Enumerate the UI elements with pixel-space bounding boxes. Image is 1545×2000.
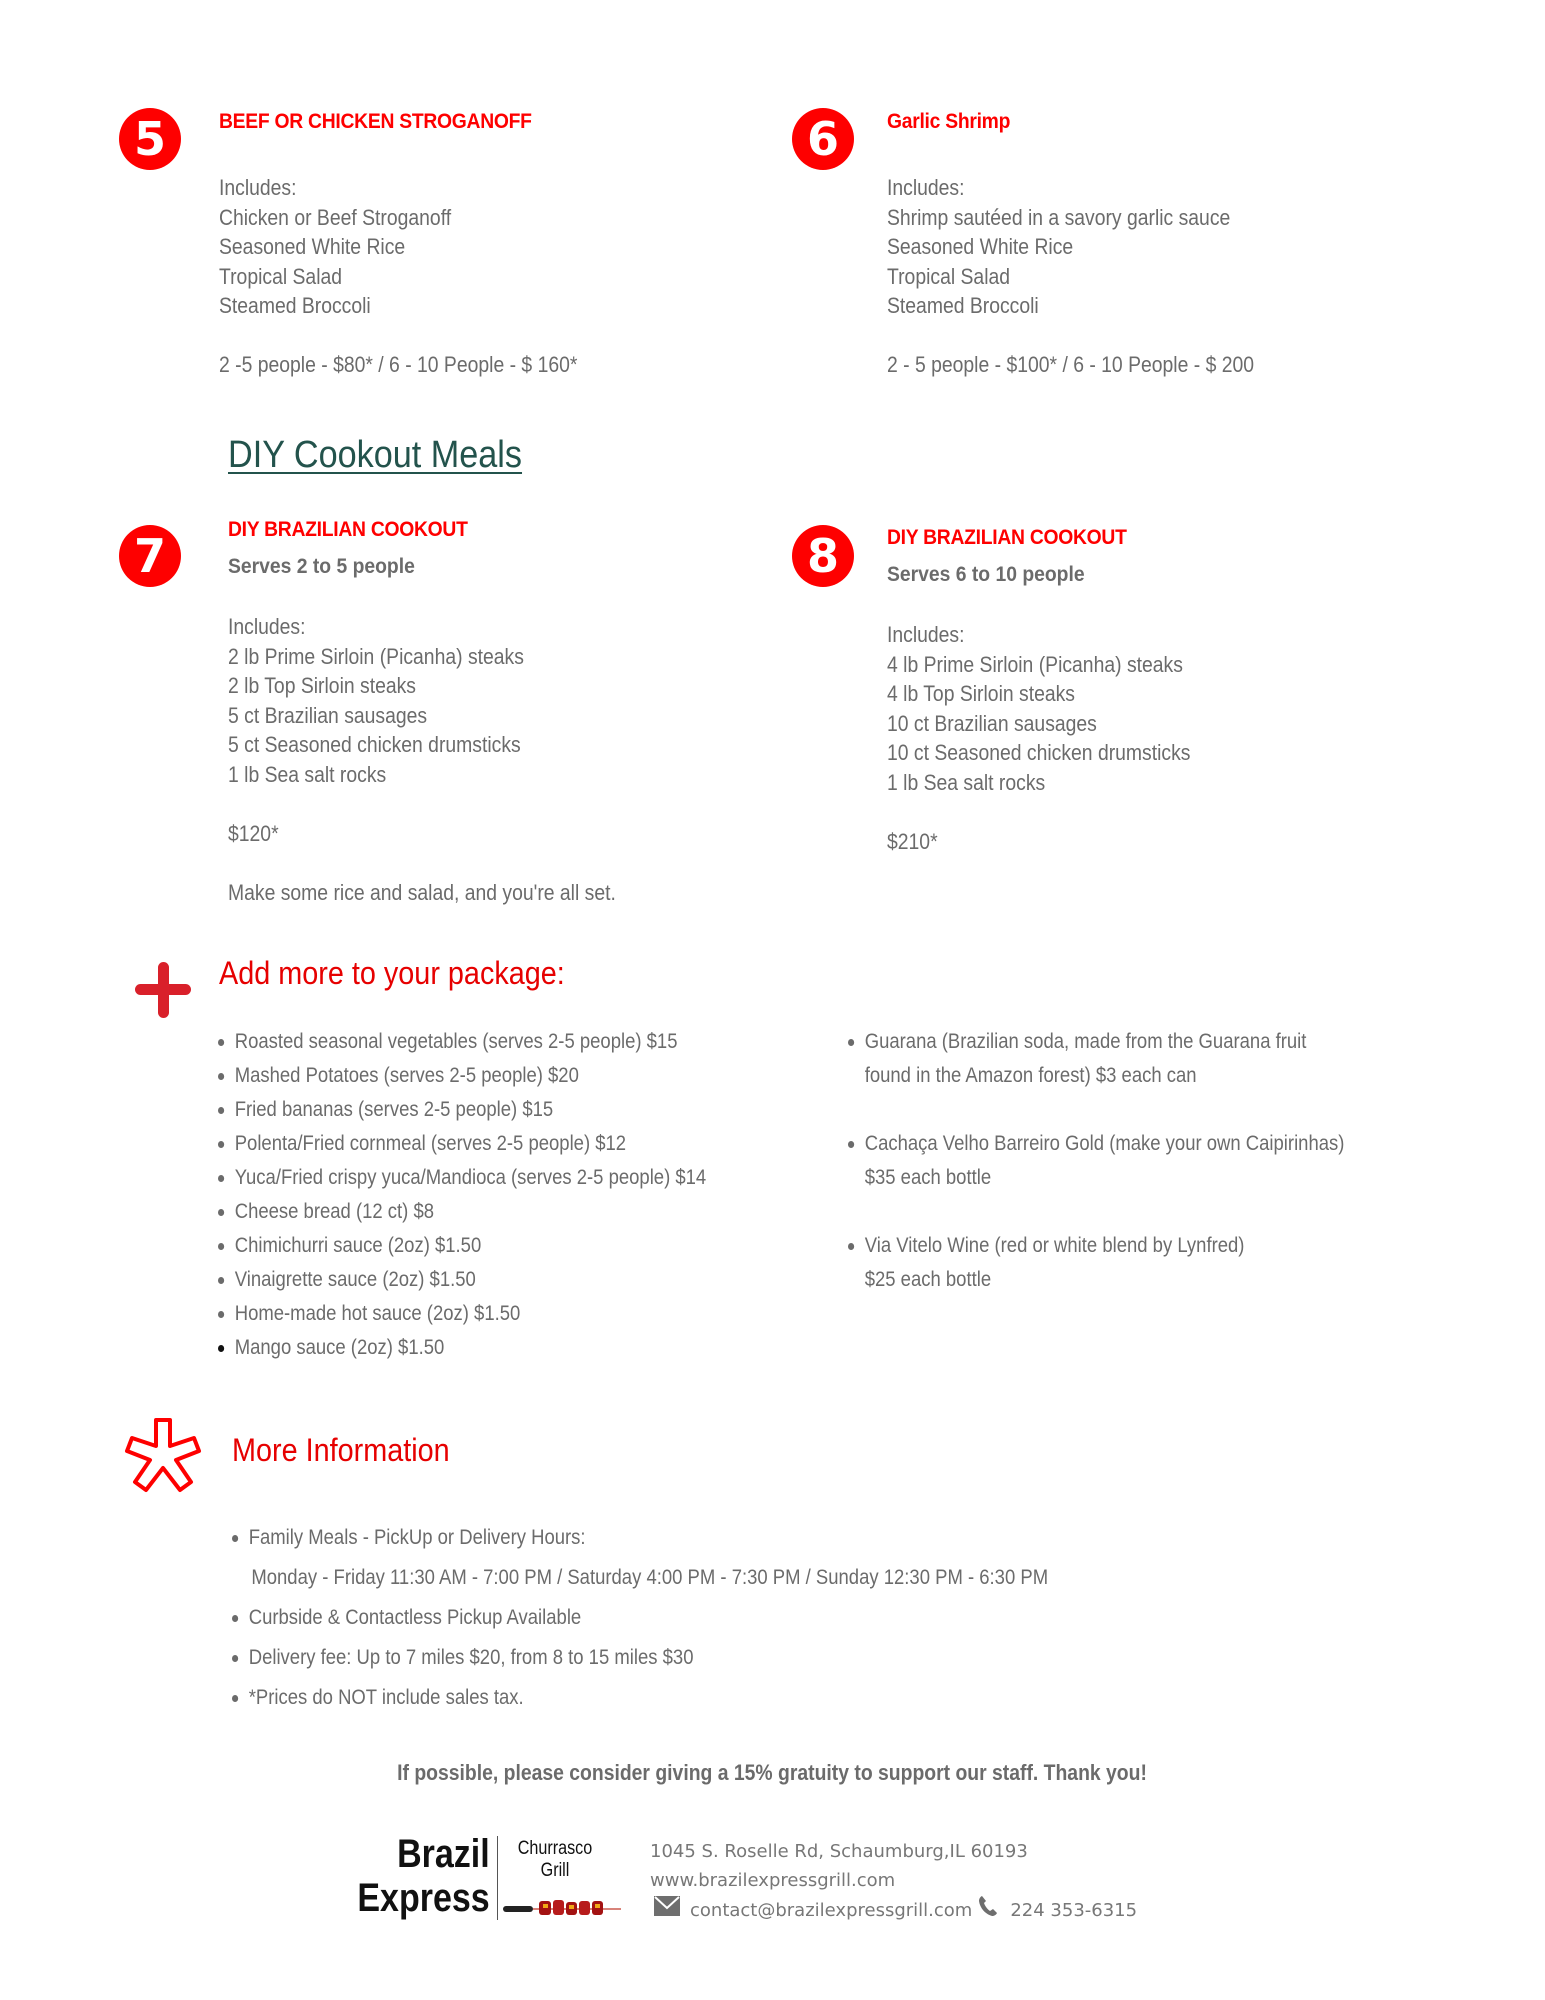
package-description (887, 620, 1190, 856)
asterisk-icon (120, 1418, 206, 1502)
list-item (848, 1229, 1344, 1297)
list-item: Chimichurri sauce (2oz) $1.50 (218, 1229, 706, 1263)
meal-item: Steamed Broccoli (887, 293, 1039, 318)
hours-text: Monday - Friday 11:30 AM - 7:00 PM / Saturday 4:00 PM - 7:30 PM / Sunday 12:30 PM - 6:30 PM (251, 1566, 1049, 1589)
package-item: 10 ct Seasoned chicken drumsticks (887, 740, 1191, 765)
phone-number[interactable]: 224 353-6315 (1010, 1900, 1138, 1921)
number-badge-7: 7 (119, 525, 181, 587)
email-link[interactable]: contact@brazilexpressgrill.com (690, 1900, 973, 1921)
package-item: 10 ct Brazilian sausages (887, 710, 1097, 736)
logo-divider (497, 1836, 498, 1920)
number-badge-5: 5 (119, 108, 181, 170)
list-item (848, 1025, 1344, 1093)
logo-tagline: Churrasco Grill (517, 1838, 593, 1881)
includes-label: Includes: (228, 614, 306, 639)
list-item: Fried bananas (serves 2-5 people) $15 (218, 1093, 706, 1127)
package-item: 2 lb Prime Sirloin (Picanha) steaks (228, 643, 524, 669)
meal-price: 2 -5 people - $80* / 6 - 10 People - $ 160* (219, 352, 578, 377)
info-heading: More Information (232, 1432, 450, 1468)
drink-line: $25 each bottle (864, 1268, 992, 1291)
drink-line: $35 each bottle (864, 1166, 992, 1189)
info-list (232, 1518, 1159, 1718)
meal-title: BEEF OR CHICKEN STROGANOFF (219, 110, 532, 133)
package-item: 5 ct Seasoned chicken drumsticks (228, 732, 521, 757)
meal-item: Tropical Salad (219, 263, 343, 289)
meal-title: Garlic Shrimp (887, 110, 1011, 133)
gratuity-note: If possible, please consider giving a 15% gratuity to support our staff. Thank you! (397, 1760, 1148, 1785)
package-item: 4 lb Top Sirloin steaks (887, 681, 1075, 706)
package-title: DIY BRAZILIAN COOKOUT (887, 526, 1127, 549)
plus-icon (135, 962, 193, 1018)
info-text: Family Meals - PickUp or Delivery Hours: (248, 1526, 586, 1549)
package-title: DIY BRAZILIAN COOKOUT (228, 518, 468, 541)
meal-item: Shrimp sautéed in a savory garlic sauce (887, 204, 1231, 230)
diy-section-heading: DIY Cookout Meals (228, 434, 523, 476)
list-item (232, 1518, 1048, 1598)
meal-description (219, 173, 577, 380)
meal-price: 2 - 5 people - $100* / 6 - 10 People - $ 200 (887, 352, 1255, 377)
meal-item: Seasoned White Rice (887, 234, 1074, 259)
package-item: 2 lb Top Sirloin steaks (228, 673, 416, 698)
list-item: Mashed Potatoes (serves 2-5 people) $20 (218, 1059, 706, 1093)
brand-logo (340, 1828, 640, 1938)
package-serves: Serves 6 to 10 people (887, 563, 1085, 586)
meal-item: Seasoned White Rice (219, 234, 406, 259)
meal-item: Chicken or Beef Stroganoff (219, 204, 452, 230)
list-item: Mango sauce (2oz) $1.50 (218, 1331, 706, 1365)
package-price: $210* (887, 828, 938, 854)
drinks-list (848, 1025, 1412, 1331)
package-note: Make some rice and salad, and you're all set. (228, 879, 616, 905)
meal-description (887, 173, 1254, 380)
includes-label: Includes: (887, 175, 965, 200)
list-item: Home-made hot sauce (2oz) $1.50 (218, 1297, 706, 1331)
package-item: 1 lb Sea salt rocks (887, 769, 1046, 795)
skewer-icon (503, 1896, 623, 1925)
envelope-icon (654, 1896, 680, 1925)
list-item: *Prices do NOT include sales tax. (232, 1678, 1048, 1718)
number-badge-8: 8 (792, 525, 854, 587)
website-link[interactable]: www.brazilexpressgrill.com (650, 1870, 896, 1891)
drink-line: Cachaça Velho Barreiro Gold (make your own Caipirinhas) (864, 1132, 1345, 1155)
package-item: 5 ct Brazilian sausages (228, 702, 428, 728)
package-serves: Serves 2 to 5 people (228, 555, 415, 578)
includes-label: Includes: (219, 175, 297, 200)
package-description (228, 612, 616, 907)
drink-line: Guarana (Brazilian soda, made from the Guarana fruit (864, 1030, 1307, 1053)
list-item: Polenta/Fried cornmeal (serves 2-5 people) $12 (218, 1127, 706, 1161)
list-item: Cheese bread (12 ct) $8 (218, 1195, 706, 1229)
addons-heading: Add more to your package: (219, 955, 565, 991)
list-item: Roasted seasonal vegetables (serves 2-5 people) $15 (218, 1025, 706, 1059)
logo-brand-name: Brazil Express (357, 1832, 490, 1920)
number-badge-6: 6 (792, 108, 854, 170)
list-item (848, 1127, 1344, 1195)
phone-icon (978, 1895, 998, 1926)
contact-block (650, 1837, 1137, 1926)
drink-line: found in the Amazon forest) $3 each can (864, 1064, 1197, 1087)
list-item: Curbside & Contactless Pickup Available (232, 1598, 1048, 1638)
list-item: Vinaigrette sauce (2oz) $1.50 (218, 1263, 706, 1297)
sides-list (218, 1025, 773, 1365)
meal-item: Tropical Salad (887, 263, 1011, 289)
list-item: Yuca/Fried crispy yuca/Mandioca (serves 2-5 people) $14 (218, 1161, 706, 1195)
meal-item: Steamed Broccoli (219, 293, 371, 318)
address: 1045 S. Roselle Rd, Schaumburg,IL 60193 (650, 1841, 1028, 1862)
package-item: 1 lb Sea salt rocks (228, 761, 387, 787)
drink-line: Via Vitelo Wine (red or white blend by Lynfred) (864, 1234, 1245, 1257)
list-item: Delivery fee: Up to 7 miles $20, from 8 to 15 miles $30 (232, 1638, 1048, 1678)
package-price: $120* (228, 820, 279, 846)
includes-label: Includes: (887, 622, 965, 647)
package-item: 4 lb Prime Sirloin (Picanha) steaks (887, 651, 1183, 677)
